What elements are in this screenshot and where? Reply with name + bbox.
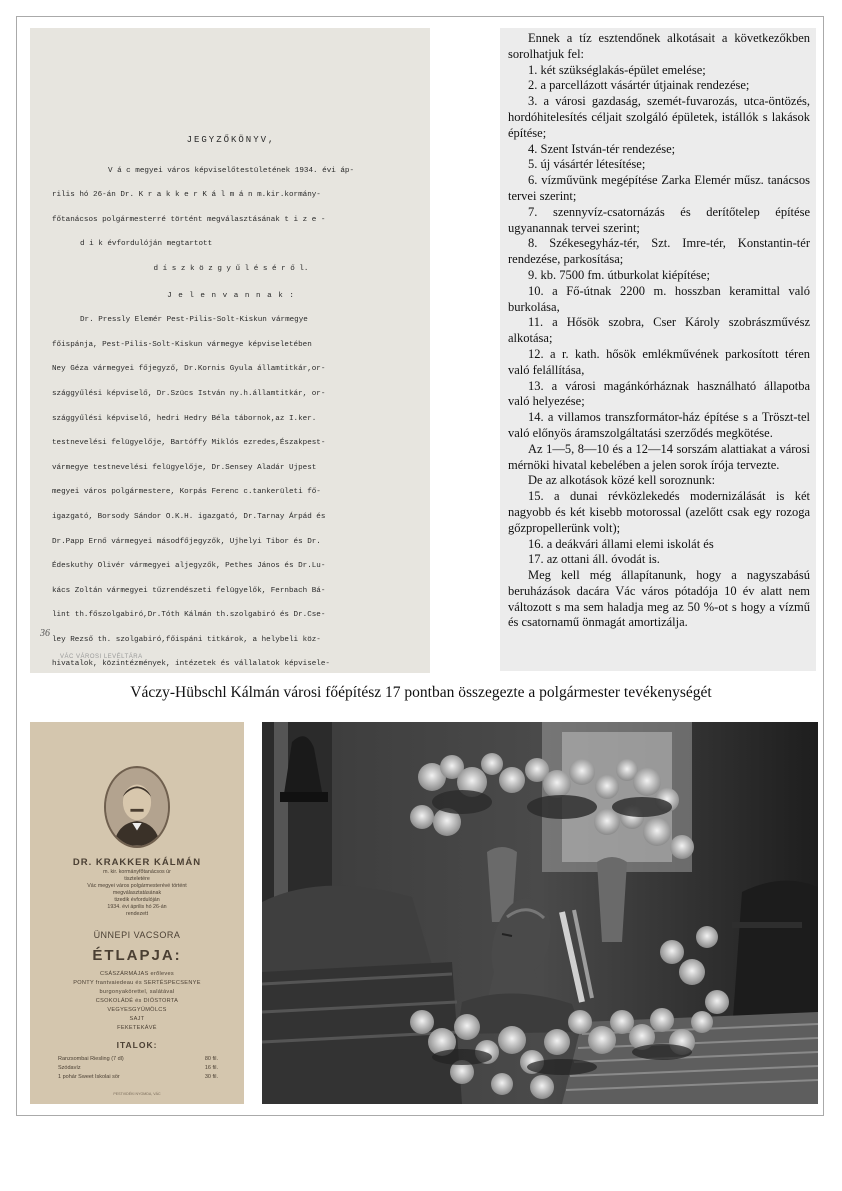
menu-drink-name: 1 pohár Sweet Iskolai sör: [58, 1074, 120, 1080]
typewritten-minutes: [30, 28, 430, 673]
minutes-line: d í s z k ö z g y ű l é s é r ő l.: [153, 264, 309, 273]
minutes-attendee-line: szággyűlési képviselő, hedri Hedry Béla tábornok,az I.ker.: [52, 414, 317, 423]
news-paragraph: 3. a városi gazdaság, szemét-fuvarozás, utca-öntözés, hordóhitelesítés céljait szolgáló épületek, istállók s lakások építése;: [508, 94, 810, 140]
menu-drink: [58, 1055, 218, 1064]
minutes-attendee-line: igazgató, Borsody Sándor O.K.H. igazgató, Dr.Tarnay Árpád és: [52, 512, 326, 521]
minutes-attendee-line: hivatalok, közintézmények, intézetek és vállalatok képvisele-: [52, 660, 330, 669]
menu-info-line: rendezett: [125, 911, 149, 917]
news-paragraph: 14. a villamos transzformátor-ház építése s a Tröszt-tel való előnyös áramszolgáltatási szerződés megkötése.: [508, 410, 810, 440]
menu-dish: burgonyakörettel, salátával: [99, 989, 175, 995]
minutes-attendee-line: testnevelési felügyelője, Bartóffy Miklós ezredes,Északpest-: [52, 439, 326, 448]
menu-drink: [58, 1064, 218, 1073]
minutes-line: V á c megyei város képviselőtestületének 1934. évi áp-: [107, 166, 355, 175]
news-paragraph: 2. a parcellázott vásártér útjainak rendezése;: [528, 78, 750, 93]
menu-drinks-heading: ITALOK:: [116, 1040, 158, 1050]
menu-printer-mark: PESTVIDÉKI NYOMDA, VÁC: [113, 1092, 161, 1096]
minutes-attendee-line: kács Zoltán vármegyei tűzrendészeti felügyelők, Fernbach Bá-: [52, 586, 326, 595]
menu-drink-name: Ranzsombai Riesling (7 dl): [58, 1056, 124, 1062]
news-paragraph: 12. a r. kath. hősök emlékművének parkosított téren való felállítása,: [508, 346, 810, 377]
menu-dish: FEKETEKÁVÉ: [117, 1025, 157, 1031]
menu-info-line: tiszteletére: [124, 876, 150, 882]
menu-honoree-name: DR. KRAKKER KÁLMÁN: [72, 857, 202, 868]
news-paragraph: De az alkotások közé kell soroznunk:: [528, 473, 716, 488]
figure-caption: Váczy-Hübschl Kálmán városi főépítész 17 pontban összegezte a polgármester tevékenységét: [130, 684, 712, 701]
menu-drink-price: 30 fil.: [204, 1074, 218, 1080]
menu-dish: CSÁSZÁRMÁJAS erőleves: [99, 971, 175, 977]
menu-drink: [58, 1073, 218, 1082]
menu-drink-name: Szódavíz: [58, 1065, 81, 1071]
menu-drink-price: 80 fil.: [204, 1056, 218, 1062]
portrait-image: [106, 768, 168, 846]
news-paragraph: 9. kb. 7500 fm. útburkolat kiépítése;: [528, 267, 710, 282]
minutes-attendee-line: lint th.főszolgabiró,Dr.Tóth Kálmán th.szolgabiró és Dr.Cse-: [52, 611, 326, 620]
photo-illustration: [262, 722, 818, 1104]
bust-flowers-photo: [262, 722, 818, 1104]
minutes-line: d i k évfordulóján megtartott: [80, 240, 213, 249]
minutes-attendee-line: ley Rezső th. szolgabiró,főispáni titkárok, a helybeli köz-: [52, 635, 321, 644]
news-paragraph: 8. Székesegyház-tér, Szt. Imre-tér, Konstantin-tér rendezése, parkosítása;: [508, 236, 810, 267]
menu-drink-price: 16 fil.: [204, 1065, 218, 1071]
news-paragraph: 5. új vásártér létesítése;: [528, 157, 646, 172]
news-paragraph: 10. a Fő-útnak 2200 m. hosszban keramittal való burkolása,: [508, 283, 810, 314]
menu-info-line: 1934. évi április hó 26-án: [107, 904, 167, 910]
news-paragraph: 7. szennyvíz-csatornázás és derítőtelep építése ugyanannak tervei szerint;: [508, 204, 810, 235]
menu-dish: CSOKOLÁDÉ és DIÓSTORTA: [95, 998, 179, 1004]
dinner-menu-card: [30, 722, 244, 1104]
menu-info-line: tizedik évfordulóján: [114, 897, 160, 903]
menu-dish: PONTY frantvaiedeau és SERTÉSPECSENYE: [73, 980, 201, 986]
minutes-attendee-line: Ney Géza vármegyei főjegyző, Dr.Kornis Gyula államtitkár,or-: [52, 365, 326, 374]
minutes-line: rilis hó 26-án Dr. K r a k k e r K á l m á n m.kir.kormány-: [52, 191, 321, 200]
minutes-line: főtanácsos polgármesterré történt megválasztásának t i z e -: [52, 215, 326, 224]
menu-dish: SAJT: [129, 1016, 145, 1022]
menu-heading: ÉTLAPJA:: [92, 947, 182, 964]
news-paragraph: Meg kell még állapítanunk, hogy a nagyszabású beruházások dacára Vác város pótadója 10 év alatt nem változott s ma sem haladja meg az 50 %-ot s hogy a vízmű és csatornamű önmagát amortizálja.: [508, 568, 810, 630]
news-paragraph: 6. vízművünk megépítése Zarka Elemér műsz. tanácsos tervei szerint;: [508, 173, 810, 203]
minutes-attendee-line: szággyűlési képviselő, Dr.Szücs István ny.h.államtitkár, or-: [52, 389, 326, 398]
news-paragraph: 4. Szent István-tér rendezése;: [528, 141, 676, 156]
minutes-attendee-line: Dr.Papp Ernő vármegyei másodfőjegyzők, Ujhelyi Tibor és Dr.: [52, 537, 321, 546]
menu-dinner-title: ÜNNEPI VACSORA: [93, 930, 181, 940]
minutes-title: JEGYZŐKÖNYV,: [186, 135, 276, 145]
menu-info-line: megválasztatásának: [112, 890, 162, 896]
news-paragraph: 15. a dunai révközlekedés modernizálását is két nagyobb és két kisebb motorossal (azelőtt csak egy rozoga gőzpropellerünk volt);: [508, 489, 810, 535]
news-paragraph: 11. a Hősök szobra, Cser Károly szobrászművész alkotása;: [508, 315, 810, 346]
news-paragraph: 17. az ottani áll. óvodát is.: [528, 552, 660, 567]
news-paragraph: 1. két szükséglakás-épület emelése;: [528, 62, 706, 77]
archive-stamp: VÁC VÁROSI LEVÉLTÁRA: [60, 654, 143, 661]
menu-info-line: m. kir. kormányfőtanácsos úr: [103, 869, 171, 875]
portrait-photo: [104, 766, 170, 848]
news-paragraph: Ennek a tíz esztendőnek alkotásait a következőkben sorolhatjuk fel:: [508, 31, 810, 61]
news-paragraph: 16. a deákvári állami elemi iskolát és: [528, 536, 714, 551]
newspaper-clipping: [500, 28, 816, 671]
menu-info-line: Vác megyei város polgármesterévé történt: [87, 883, 187, 889]
minutes-attendee-line: főispánja, Pest-Pilis-Solt-Kiskun vármegye képviseletében: [52, 340, 312, 349]
news-paragraph: Az 1—5, 8—10 és a 12—14 sorszám alattiakat a városi mérnöki hivatal kebelében a jelen sorok írója tervezte.: [508, 441, 810, 472]
minutes-attendee-line: vármegye testnevelési felügyelője, Dr.Sensey Aladár Ujpest: [52, 463, 317, 472]
minutes-attendee-line: megyei város polgármestere, Korpás Ferenc c.tankerületi fő-: [52, 488, 321, 497]
minutes-present-heading: J e l e n v a n n a k :: [167, 291, 295, 300]
minutes-attendee-line: Édeskuthy Olivér vármegyei aljegyzők, Pethes János és Dr.Lu-: [52, 562, 326, 571]
minutes-attendee-line: Dr. Pressly Elemér Pest-Pilis-Solt-Kiskun vármegye: [80, 316, 308, 325]
minutes-page-mark: 36: [40, 628, 50, 640]
news-paragraph: 13. a városi magánkórháznak használható állapotba való helyezése;: [508, 378, 810, 409]
menu-dish: VEGYESGYÜMÖLCS: [107, 1007, 167, 1013]
